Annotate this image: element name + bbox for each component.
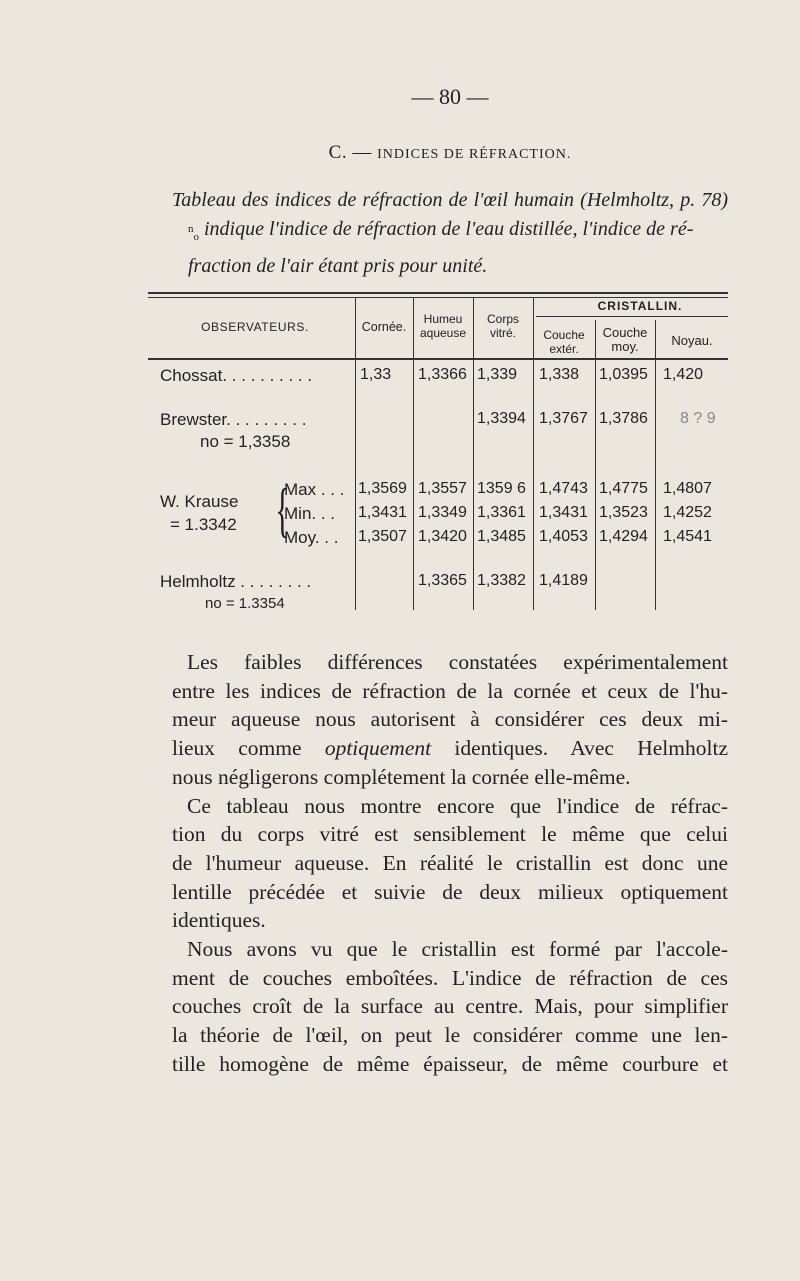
page-number: — 80 — bbox=[411, 84, 489, 109]
table-top-rule-2 bbox=[148, 297, 728, 298]
cell: 1,338 bbox=[539, 366, 580, 383]
cell: 8 ? 9 bbox=[680, 410, 716, 427]
col-rule-5 bbox=[595, 320, 596, 610]
paragraph-2 bbox=[172, 792, 728, 936]
n-subscript: o bbox=[193, 231, 199, 243]
cell: 1,3394 bbox=[477, 410, 526, 427]
cell: 1,3382 bbox=[477, 572, 526, 589]
text-line: la théorie de l'œil, on peut le considérer comme une len- bbox=[172, 1023, 728, 1048]
row-helmholtz-observer: Helmholtz . . . . . . . . bbox=[160, 572, 312, 591]
cell: 1,4743 bbox=[539, 480, 588, 497]
text-line: de l'humeur aqueuse. En réalité le cristallin est donc une bbox=[172, 850, 728, 875]
cell: 1,3523 bbox=[599, 504, 648, 521]
row-krause-max-label: Max . . . bbox=[284, 480, 345, 499]
cell: 1,3349 bbox=[418, 504, 467, 521]
header-cristallin: CRISTALLIN. bbox=[597, 299, 683, 313]
row-chossat-observer: Chossat. . . . . . . . . . bbox=[160, 366, 313, 385]
text-line: ment de couches emboîtées. L'indice de réfraction de ces bbox=[172, 965, 728, 990]
row-krause-min-label: Min. . . bbox=[284, 504, 336, 523]
cell: 1,4189 bbox=[539, 572, 588, 589]
section-dash: — bbox=[352, 142, 372, 163]
caption-line-2-text: indique l'indice de réfraction de l'eau distillée, l'indice de ré- bbox=[204, 218, 694, 240]
text-line: Les faibles différences constatées expérimentalement bbox=[187, 650, 728, 674]
cell: 1,3767 bbox=[539, 410, 588, 427]
col-rule-3 bbox=[473, 298, 474, 610]
cristallin-rule bbox=[536, 316, 728, 317]
header-couche-ext-2: extér. bbox=[549, 342, 579, 356]
text-line: entre les indices de réfraction de la cornée et ceux de l'hu- bbox=[172, 678, 728, 703]
emphasis: optiquement bbox=[324, 736, 432, 761]
cell: 1,4775 bbox=[599, 480, 648, 497]
header-couche-moy-1: Couche bbox=[602, 325, 648, 340]
col-rule-6 bbox=[655, 320, 656, 610]
cell: 1,3507 bbox=[358, 528, 407, 545]
text-line: meur aqueuse nous autorisent à considérer ces deux mi- bbox=[172, 707, 728, 732]
header-couche-ext-1: Couche bbox=[543, 328, 585, 342]
row-brewster-note: no = 1,3358 bbox=[200, 432, 291, 451]
text-line: Nous avons vu que le cristallin est formé par l'accole- bbox=[187, 937, 728, 962]
header-noyau: Noyau. bbox=[671, 333, 713, 348]
paragraph-1 bbox=[172, 648, 728, 792]
header-couche-moy-2: moy. bbox=[611, 339, 639, 354]
header-humeur-2: aqueuse bbox=[419, 326, 467, 340]
cell: 1,3485 bbox=[477, 528, 526, 545]
cell: 1,3366 bbox=[418, 366, 467, 383]
header-corps bbox=[473, 312, 533, 340]
cell: 1,339 bbox=[477, 366, 518, 383]
text-line: nous négligerons complétement la cornée elle-même. bbox=[172, 764, 631, 789]
text-line: Ce tableau nous montre encore que l'indice de réfrac- bbox=[187, 793, 728, 818]
col-rule-2 bbox=[413, 298, 414, 610]
text-fragment: lieux comme bbox=[172, 736, 302, 761]
cell: 1,3557 bbox=[418, 480, 467, 497]
table-top-rule bbox=[148, 292, 728, 294]
caption-line-2 bbox=[172, 215, 728, 252]
cell: 1,3786 bbox=[599, 410, 648, 427]
section-heading bbox=[0, 142, 800, 164]
cell: 1,4541 bbox=[663, 528, 712, 545]
text-line: lentille précédée et suivie de deux milieux optiquement bbox=[172, 879, 728, 904]
row-brewster-observer: Brewster. . . . . . . . . bbox=[160, 410, 307, 429]
cell: 1,3365 bbox=[418, 572, 467, 589]
cell: 1,33 bbox=[360, 366, 392, 383]
paragraph-3 bbox=[172, 935, 728, 1079]
section-letter: C. bbox=[328, 142, 348, 163]
cell: 1,4053 bbox=[539, 528, 588, 545]
text-line: tion du corps vitré est sensiblement le même que celui bbox=[172, 822, 728, 847]
cell: 1,3431 bbox=[539, 504, 588, 521]
table-caption bbox=[172, 186, 728, 281]
cell: 1,3361 bbox=[477, 504, 526, 521]
text-line: couches croît de la surface au centre. Mais, pour simplifier bbox=[172, 994, 728, 1019]
caption-line-1: Tableau des indices de réfraction de l'œil humain (Helmholtz, p. 78) bbox=[172, 189, 728, 211]
header-couche-moy bbox=[595, 326, 655, 354]
cell: 1,3420 bbox=[418, 528, 467, 545]
col-rule-1 bbox=[355, 298, 356, 610]
cell: 1,3431 bbox=[358, 504, 407, 521]
header-humeur bbox=[413, 312, 473, 340]
cell: 1,3569 bbox=[358, 480, 407, 497]
krause-brace: { bbox=[275, 477, 290, 543]
text-line: identiques. bbox=[172, 908, 266, 933]
cell: 1,4252 bbox=[663, 504, 712, 521]
body-text bbox=[172, 648, 728, 1079]
text-fragment: identiques. Avec Helmholtz bbox=[454, 736, 728, 761]
n-symbol: n bbox=[188, 223, 194, 235]
cell: 1,4294 bbox=[599, 528, 648, 545]
header-corps-2: vitré. bbox=[489, 326, 516, 340]
header-humeur-1: Humeu bbox=[423, 312, 463, 326]
text-line: tille homogène de même épaisseur, de même courbure et bbox=[172, 1051, 728, 1076]
cell: 1,4807 bbox=[663, 480, 712, 497]
cell: 1,0395 bbox=[599, 366, 648, 383]
header-cornee: Cornée. bbox=[361, 320, 407, 334]
cell: 1,420 bbox=[663, 366, 704, 383]
section-title: INDICES DE RÉFRACTION. bbox=[377, 147, 572, 162]
cell: 1359 6 bbox=[477, 480, 526, 497]
text-line bbox=[172, 734, 728, 763]
row-helmholtz-note: no = 1.3354 bbox=[205, 595, 285, 612]
header-observateurs: OBSERVATEURS. bbox=[201, 320, 309, 334]
row-krause-moy-label: Moy. . . bbox=[284, 528, 339, 547]
caption-line-3: fraction de l'air étant pris pour unité. bbox=[188, 255, 488, 277]
header-couche-ext bbox=[533, 328, 595, 356]
table-header-rule bbox=[148, 358, 728, 360]
header-corps-1: Corps bbox=[486, 312, 519, 326]
row-krause-observer: W. Krause bbox=[160, 492, 239, 511]
row-krause-note: = 1.3342 bbox=[170, 515, 237, 534]
